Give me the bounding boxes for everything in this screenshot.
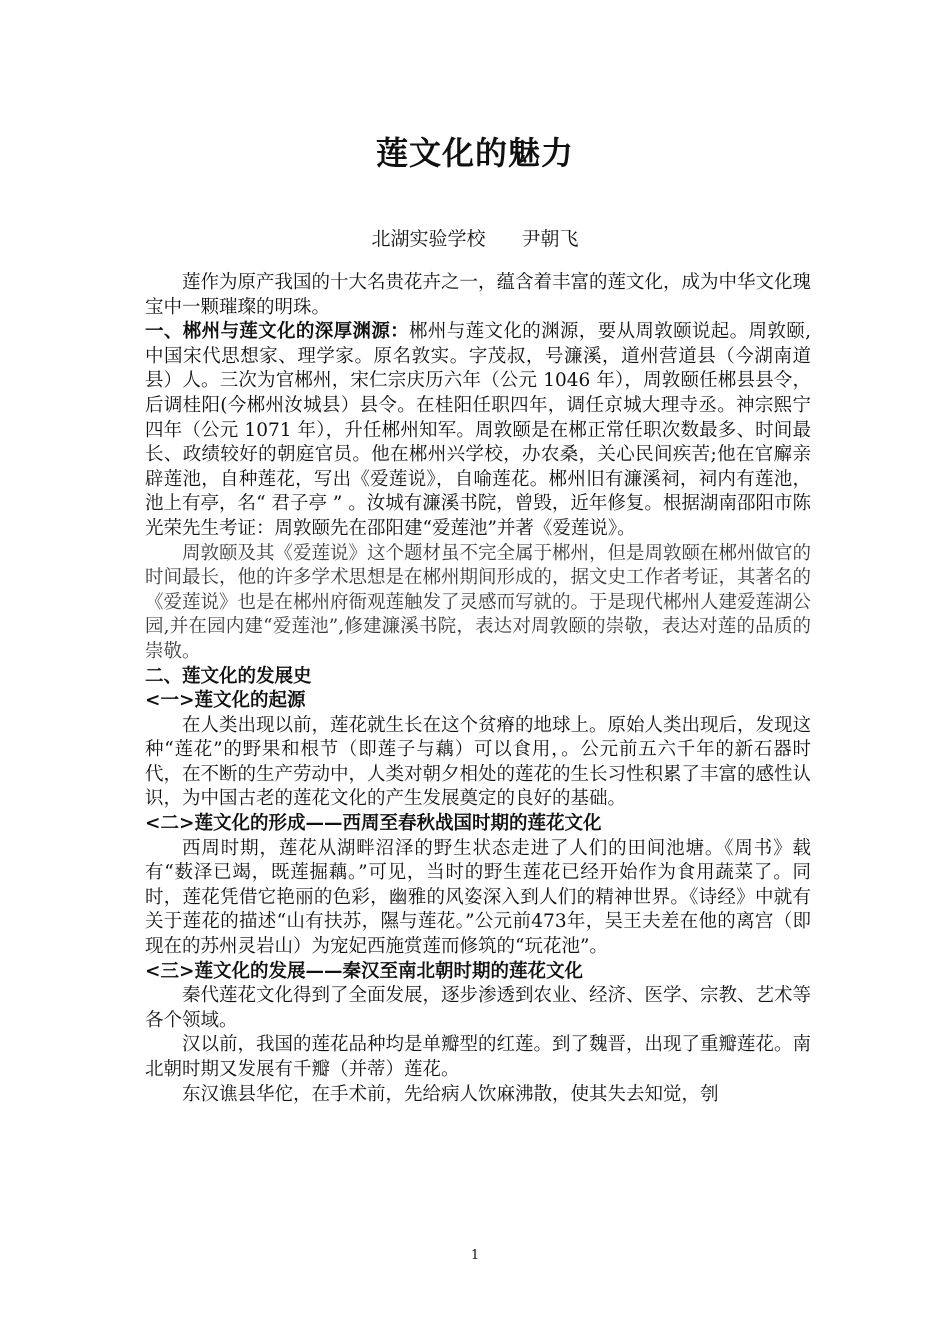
subsection3-paragraph-3: 东汉谯县华佗，在手术前，先给病人饮麻沸散，使其失去知觉，刳	[182, 1083, 719, 1105]
page-number: 1	[470, 1248, 480, 1263]
section1-paragraph	[145, 320, 811, 541]
intro-paragraph: 莲作为原产我国的十大名贵花卉之一，蕴含着丰富的莲文化，成为中华文化瑰宝中一颗璀璨的明珠。	[145, 272, 812, 318]
section1-paragraph-2: 周敦颐及其《爱莲说》这个题材虽不完全属于郴州，但是周敦颐在郴州做官的时间最长，他的许多学术思想是在郴州期间形成的，据文史工作者考证，其著名的《爱莲说》也是在郴州府衙观莲触发了灵感而写就的。于是现代郴州人建爱莲湖公园,并在园内建“爱莲池”,修建濂溪书院，表达对周敦颐的崇敬，表达对莲的品质的崇敬。	[145, 542, 812, 662]
subsection3-heading: <三>莲文化的发展——秦汉至南北朝时期的莲花文化	[145, 960, 584, 982]
section1-text: 郴州与莲文化的渊源，要从周敦颐说起。周敦颐,中国宋代思想家、理学家。原名敦实。字茂叔，号濂溪，道州营道县（今湖南道县）人。三次为官郴州，宋仁宗庆历六年（公元 1046 年），周敦颐任郴县县令，后调桂阳(今郴州汝城县）县令。在桂阳任职四年，调任京城大理寺丞。神宗熙宁四年（公元 1071 年），升任郴州知军。周敦颐是在郴正常任职次数最多、时间最长、政绩较好的朝庭官员。他在郴州兴学校，办农桑，关心民间疾苦;他在官廨亲辟莲池，自种莲花，写出《爱莲说》，自喻莲花。郴州旧有濂溪祠，祠内有莲池，池上有亭，名“ 君子亭 ” 。汝城有濂溪书院，曾毁，近年修复。根据湖南邵阳市陈光荣先生考证：周敦颐先在邵阳建“爱莲池”并著《爱莲说》。	[145, 321, 811, 539]
subsection3-paragraph-1: 秦代莲花文化得到了全面发展，逐步渗透到农业、经济、医学、宗教、艺术等各个领域。	[145, 985, 812, 1031]
section2-heading: 二、莲文化的发展史	[145, 665, 312, 687]
subsection2-text: 西周时期，莲花从湖畔沼泽的野生状态走进了人们的田间池塘。《周书》载有“薮泽已竭，既莲掘藕。”可见，当时的野生莲花已经开始作为食用蔬菜了。同时，莲花凭借它艳丽的色彩，幽雅的风姿深入到人们的精神世界。《诗经》中就有关于莲花的描述“山有扶苏，隰与莲花。”公元前473年，吴王夫差在他的离宫（即现在的苏州灵岩山）为宠妃西施赏莲而修筑的“玩花池”。	[145, 837, 811, 958]
subsection2-heading: <二>莲文化的形成——西周至春秋战国时期的莲花文化	[145, 813, 602, 835]
subsection1-heading: <一>莲文化的起源	[145, 690, 306, 712]
document-body	[145, 271, 811, 1107]
author-name: 尹朝飞	[521, 228, 579, 250]
author-line	[0, 224, 950, 251]
author-school: 北湖实验学校	[371, 228, 486, 250]
subsection3-paragraph-2: 汉以前，我国的莲花品种均是单瓣型的红莲。到了魏晋，出现了重瓣莲花。南北朝时期又发展有千瓣（并蒂）莲花。	[145, 1034, 812, 1080]
section1-heading: 一、郴州与莲文化的深厚渊源：	[145, 321, 410, 343]
subsection1-text: 在人类出现以前，莲花就生长在这个贫瘠的地球上。原始人类出现后，发现这种“莲花”的野果和根节（即莲子与藕）可以食用，。公元前五六千年的新石器时代，在不断的生产劳动中，人类对朝夕相处的莲花的生长习性积累了丰富的感性认识，为中国古老的莲花文化的产生发展奠定的良好的基础。	[145, 714, 812, 810]
document-title: 莲文化的魅力	[375, 134, 574, 172]
